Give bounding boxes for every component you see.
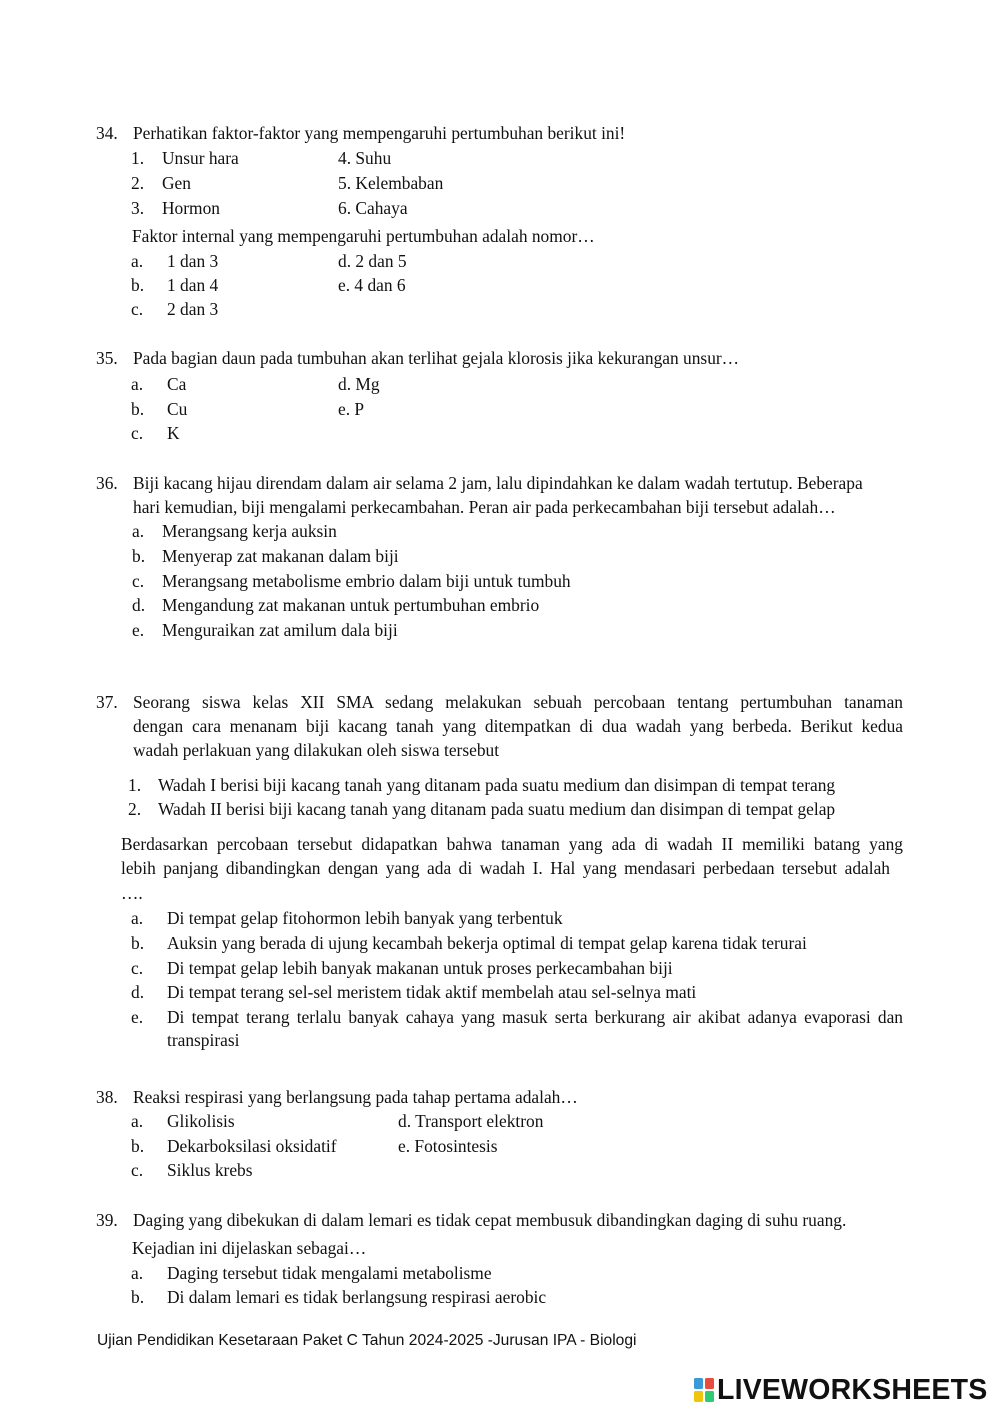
question-prompt: Faktor internal yang mempengaruhi pertumbuhan adalah nomor… [132,226,595,246]
list-item: 4. Suhu [338,148,392,168]
option-letter: a. [131,1111,144,1131]
question-stem-line: Biji kacang hijau direndam dalam air selama 2 jam, lalu dipindahkan ke dalam wadah tertutup. Beberapa [133,473,863,493]
option-text: d. 2 dan 5 [338,251,407,271]
option-text: Ca [167,374,187,394]
question-prompt-line: Berdasarkan percobaan tersebut didapatkan bahwa tanaman yang ada di wadah II memiliki batang yang [121,834,903,854]
option-letter: e. [132,620,145,640]
liveworksheets-logo [693,1373,987,1407]
option-text: Di tempat gelap fitohormon lebih banyak yang terbentuk [167,908,563,928]
option-letter: a. [131,251,144,271]
question-stem: Pada bagian daun pada tumbuhan akan terlihat gejala klorosis jika kekurangan unsur… [133,348,740,368]
list-item: 5. Kelembaban [338,173,444,193]
option-text: Dekarboksilasi oksidatif [167,1136,337,1156]
option-text: Di tempat gelap lebih banyak makanan untuk proses perkecambahan biji [167,958,673,978]
option-letter: c. [131,958,144,978]
option-text: Di tempat terang sel-sel meristem tidak aktif membelah atau sel-selnya mati [167,982,697,1002]
liveworksheets-logo-icon [693,1376,715,1404]
option-letter: b. [131,275,145,295]
option-text: d. Transport elektron [398,1111,544,1131]
option-text: Mengandung zat makanan untuk pertumbuhan embrio [162,595,540,615]
option-text: d. Mg [338,374,380,394]
option-text: 1 dan 3 [167,251,219,271]
question-prompt-line: …. [121,883,143,903]
option-letter: a. [131,908,144,928]
list-item: 6. Cahaya [338,198,408,218]
option-text: Di tempat terang terlalu banyak cahaya yang masuk serta berkurang air akibat adanya evaporasi dan [167,1007,903,1027]
option-letter: c. [131,299,144,319]
question-stem: Reaksi respirasi yang berlangsung pada tahap pertama adalah… [133,1087,578,1107]
list-number: 2. [128,799,142,819]
option-letter: e. [131,1007,144,1027]
question-number: 36. [96,473,118,493]
option-text: Merangsang metabolisme embrio dalam biji untuk tumbuh [162,571,571,591]
option-letter: b. [131,1136,145,1156]
option-text: Menguraikan zat amilum dala biji [162,620,398,640]
option-letter: d. [132,595,146,615]
list-item: Hormon [162,198,220,218]
list-number: 2. [131,173,145,193]
option-text: K [167,423,180,443]
list-number: 1. [131,148,145,168]
option-letter: a. [131,374,144,394]
option-letter: b. [131,399,145,419]
option-letter: b. [132,546,146,566]
option-text: 1 dan 4 [167,275,219,295]
page-footer: Ujian Pendidikan Kesetaraan Paket C Tahun 2024-2025 -Jurusan IPA - Biologi [97,1332,637,1349]
list-item: Gen [162,173,191,193]
question-number: 34. [96,123,118,143]
list-item: Wadah I berisi biji kacang tanah yang ditanam pada suatu medium dan disimpan di tempat terang [158,775,836,795]
option-text: Cu [167,399,188,419]
option-text: e. 4 dan 6 [338,275,406,295]
question-number: 35. [96,348,118,368]
question-stem-line: hari kemudian, biji mengalami perkecambahan. Peran air pada perkecambahan biji tersebut adalah… [133,497,836,517]
option-letter: c. [131,423,144,443]
option-text: Merangsang kerja auksin [162,521,337,541]
question-number: 38. [96,1087,118,1107]
liveworksheets-logo-text: LIVEWORKSHEETS [717,1374,988,1406]
option-text: Siklus krebs [167,1160,253,1180]
list-number: 3. [131,198,145,218]
option-text: Glikolisis [167,1111,235,1131]
question-stem-line: Seorang siswa kelas XII SMA sedang melakukan sebuah percobaan tentang pertumbuhan tanaman [133,692,903,712]
option-letter: b. [131,1287,145,1307]
question-stem-line: Kejadian ini dijelaskan sebagai… [132,1238,367,1258]
option-text: Daging tersebut tidak mengalami metabolisme [167,1263,492,1283]
option-text: 2 dan 3 [167,299,219,319]
list-number: 1. [128,775,142,795]
option-letter: a. [131,1263,144,1283]
question-stem: Perhatikan faktor-faktor yang mempengaruhi pertumbuhan berikut ini! [133,123,626,143]
question-stem-line: Daging yang dibekukan di dalam lemari es tidak cepat membusuk dibandingkan daging di suhu ruang. [133,1210,847,1230]
option-text: Di dalam lemari es tidak berlangsung respirasi aerobic [167,1287,547,1307]
question-number: 37. [96,692,118,712]
option-letter: d. [131,982,145,1002]
option-letter: c. [131,1160,144,1180]
option-text: e. P [338,399,365,419]
question-number: 39. [96,1210,118,1230]
option-letter: a. [132,521,145,541]
option-letter: c. [132,571,145,591]
option-text: Auksin yang berada di ujung kecambah bekerja optimal di tempat gelap karena tidak terurai [167,933,807,953]
question-prompt-line: lebih panjang dibandingkan dengan yang ada di wadah I. Hal yang mendasari perbedaan tersebut adalah [121,858,890,878]
list-item: Unsur hara [162,148,239,168]
question-stem-line: dengan cara menanam biji kacang tanah yang ditempatkan di dua wadah yang berbeda. Berikut kedua [133,716,903,736]
option-text-continuation: transpirasi [167,1030,240,1050]
list-item: Wadah II berisi biji kacang tanah yang ditanam pada suatu medium dan disimpan di tempat gelap [158,799,836,819]
question-stem-line: wadah perlakuan yang dilakukan oleh siswa tersebut [133,740,500,760]
option-letter: b. [131,933,145,953]
option-text: e. Fotosintesis [398,1136,498,1156]
option-text: Menyerap zat makanan dalam biji [162,546,399,566]
